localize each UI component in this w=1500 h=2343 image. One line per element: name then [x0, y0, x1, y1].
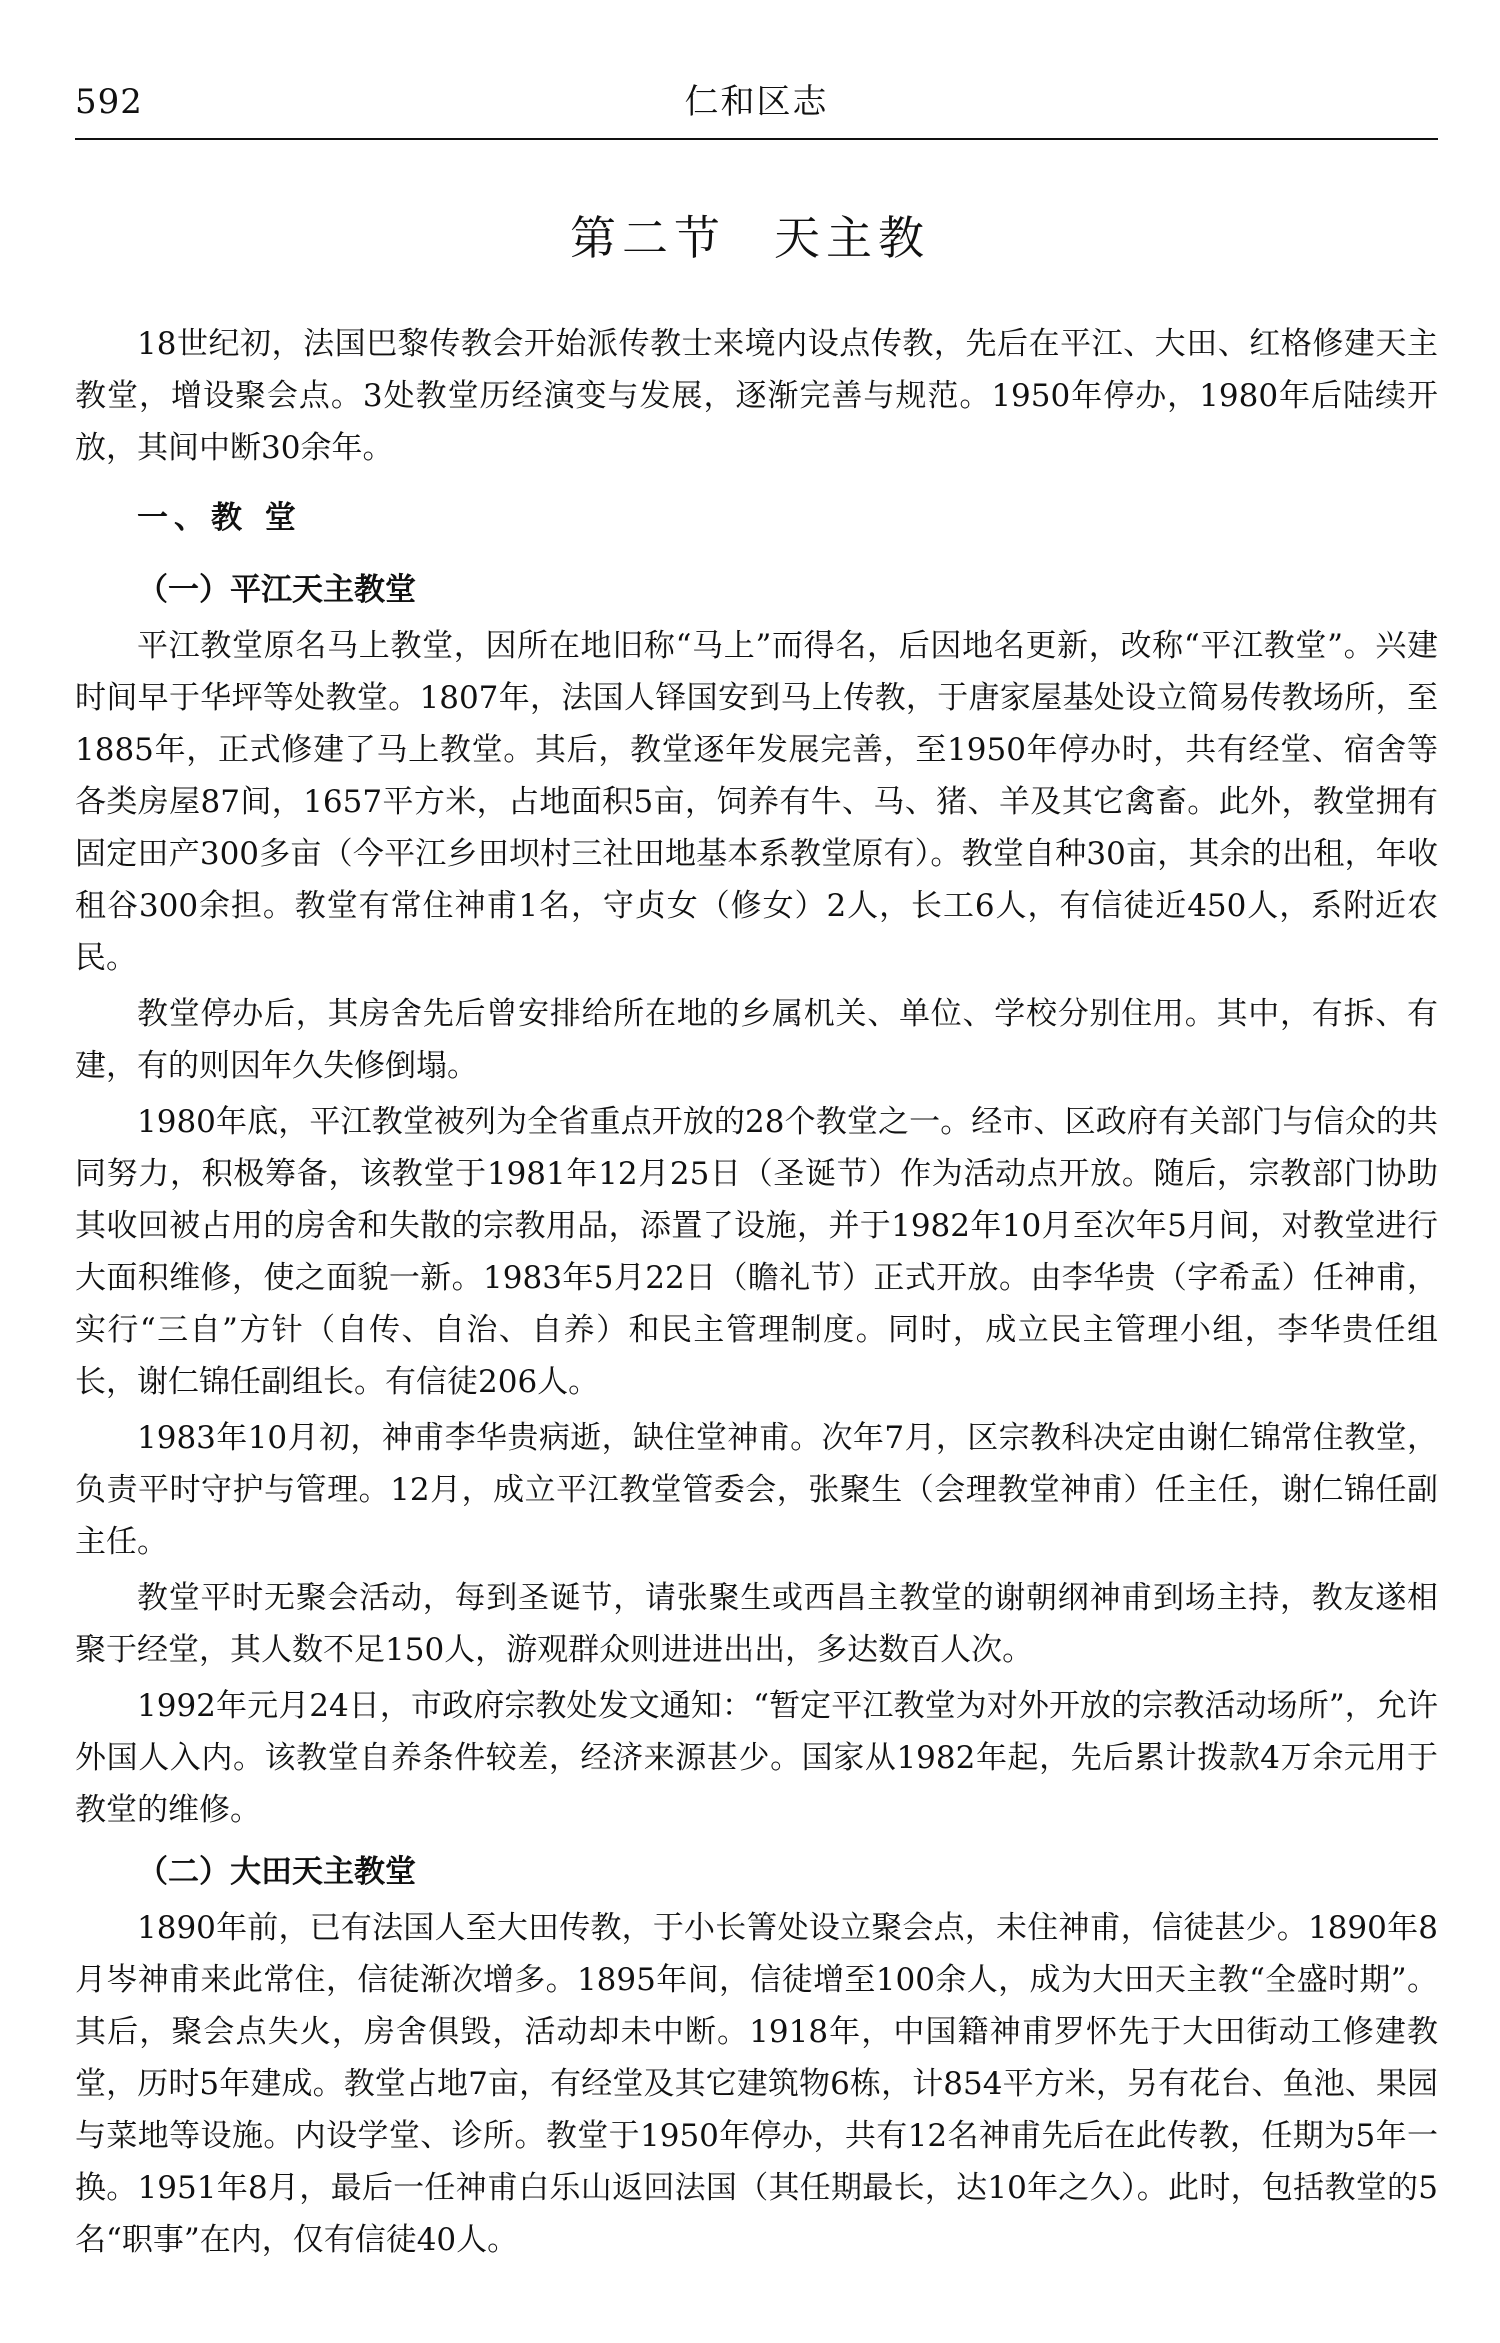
paragraph: 教堂平时无聚会活动，每到圣诞节，请张聚生或西昌主教堂的谢朝纲神甫到场主持，教友遂相聚于经堂，其人数不足150人，游观群众则进进出出，多达数百人次。 — [75, 1580, 1438, 1668]
subheading-pingjiang: （一）平江天主教堂 — [137, 572, 416, 608]
section-number: 第二节 — [570, 211, 726, 265]
paragraph: 1890年前，已有法国人至大田传教，于小长箐处设立聚会点，未住神甫，信徒甚少。1890年8月岑神甫来此常住，信徒渐次增多。1895年间，信徒增至100余人，成为大田天主教“全盛时期”。其后，聚会点失火，房舍俱毁，活动却未中断。1918年，中国籍神甫罗怀先于大田街动工修建教堂，历时5年建成。教堂占地7亩，有经堂及其它建筑物6栋，计854平方米，另有花台、鱼池、果园与菜地等设施。内设学堂、诊所。教堂于1950年停办，共有12名神甫先后在此传教，任期为5年一换。1951年8月，最后一任神甫白乐山返回法国（其任期最长，达10年之久）。此时，包括教堂的5名“职事”在内，仅有信徒40人。 — [75, 1910, 1438, 2258]
intro-paragraph: 18世纪初，法国巴黎传教会开始派传教士来境内设点传教，先后在平江、大田、红格修建天主教堂，增设聚会点。3处教堂历经演变与发展，逐渐完善与规范。1950年停办，1980年后陆续开放，其间中断30余年。 — [75, 326, 1438, 466]
running-title: 仁和区志 — [684, 82, 829, 122]
section-name: 天主教 — [774, 211, 930, 265]
page-number: 592 — [75, 82, 143, 122]
paragraph: 平江教堂原名马上教堂，因所在地旧称“马上”而得名，后因地名更新，改称“平江教堂”。兴建时间早于华坪等处教堂。1807年，法国人铎国安到马上传教，于唐家屋基处设立简易传教场所，至1885年，正式修建了马上教堂。其后，教堂逐年发展完善，至1950年停办时，共有经堂、宿舍等各类房屋87间，1657平方米，占地面积5亩，饲养有牛、马、猪、羊及其它禽畜。此外，教堂拥有固定田产300多亩（今平江乡田坝村三社田地基本系教堂原有）。教堂自种30亩，其余的出租，年收租谷300余担。教堂有常住神甫1名，守贞女（修女）2人，长工6人，有信徒近450人，系附近农民。 — [75, 628, 1438, 976]
body-text — [75, 318, 1438, 2270]
subheading-datian: （二）大田天主教堂 — [137, 1854, 416, 1890]
paragraph: 1980年底，平江教堂被列为全省重点开放的28个教堂之一。经市、区政府有关部门与信众的共同努力，积极筹备，该教堂于1981年12月25日（圣诞节）作为活动点开放。随后，宗教部门协助其收回被占用的房舍和失散的宗教用品，添置了设施，并于1982年10月至次年5月间，对教堂进行大面积维修，使之面貌一新。1983年5月22日（瞻礼节）正式开放。由李华贵（字希孟）任神甫，实行“三自”方针（自传、自治、自养）和民主管理制度。同时，成立民主管理小组，李华贵任组长，谢仁锦任副组长。有信徒206人。 — [75, 1104, 1438, 1400]
paragraph: 教堂停办后，其房舍先后曾安排给所在地的乡属机关、单位、学校分别住用。其中，有拆、有建，有的则因年久失修倒塌。 — [75, 996, 1438, 1084]
paragraph: 1983年10月初，神甫李华贵病逝，缺住堂神甫。次年7月，区宗教科决定由谢仁锦常住教堂，负责平时守护与管理。12月，成立平江教堂管委会，张聚生（会理教堂神甫）任主任，谢仁锦任副主任。 — [75, 1420, 1438, 1560]
paragraph: 1992年元月24日，市政府宗教处发文通知：“暂定平江教堂为对外开放的宗教活动场所”，允许外国人入内。该教堂自养条件较差，经济来源甚少。国家从1982年起，先后累计拨款4万余元用于教堂的维修。 — [75, 1688, 1438, 1828]
section-title — [0, 208, 1500, 268]
heading-churches: 一、教 堂 — [137, 500, 302, 536]
page-header — [75, 80, 1438, 140]
